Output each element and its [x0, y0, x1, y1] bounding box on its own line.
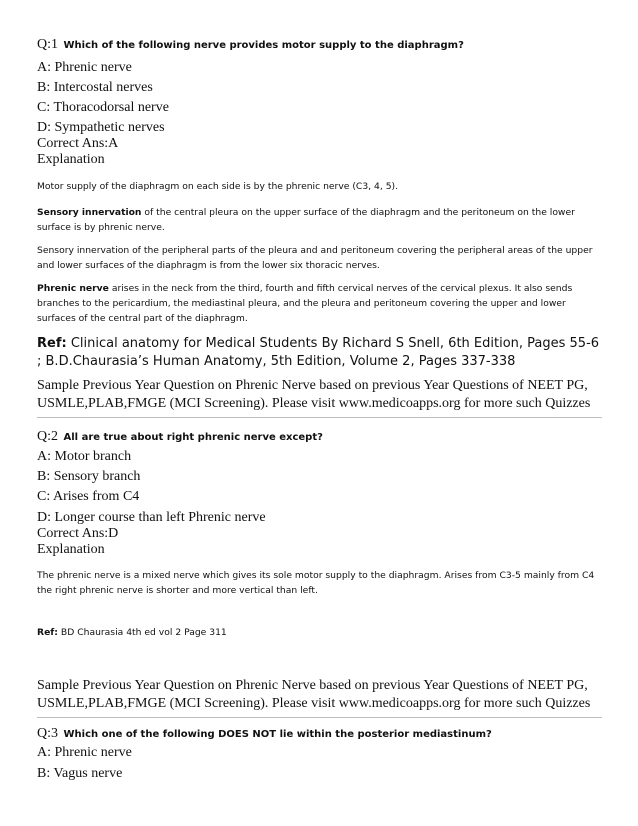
- option-b: B: Intercostal nerves: [37, 80, 153, 95]
- explanation-paragraph: [37, 281, 602, 326]
- option-d: D: Longer course than left Phrenic nerve: [37, 510, 266, 525]
- ref-text: Clinical anatomy for Medical Students By Richard S Snell, 6th Edition, Pages 55-6 ; B.D.Chaurasia’s Human Anatomy, 5th Edition, Volume 2, Pages 337-338: [37, 336, 600, 369]
- ref-text: BD Chaurasia 4th ed vol 2 Page 311: [57, 627, 227, 638]
- explanation-paragraph: [37, 205, 602, 235]
- option-a: A: Phrenic nerve: [37, 745, 132, 760]
- option-c: C: Thoracodorsal nerve: [37, 100, 169, 115]
- correct-answer: Correct Ans:D: [37, 526, 119, 541]
- paragraph-text: arises in the neck from the third, fourth and fifth cervical nerves of the cervical plexus. It also sends branches to the pericardium, the mediastinal pleura, and the pleura and peritoneum covering the upper and lower surfaces of the central part of the diaphragm.: [37, 283, 573, 324]
- option-d: D: Sympathetic nerves: [37, 120, 165, 135]
- question-text: All are true about right phrenic nerve except?: [63, 432, 323, 443]
- question-text: Which one of the following DOES NOT lie within the posterior mediastinum?: [63, 729, 492, 740]
- question-1: [37, 36, 602, 55]
- question-number: Q:3: [37, 726, 58, 741]
- sample-note: Sample Previous Year Question on Phrenic Nerve based on previous Year Questions of NEET PG, USMLE,PLAB,FMGE (MCI Screening). Please visit www.medicoapps.org for more such Quizzes: [37, 678, 591, 711]
- explanation-heading: Explanation: [37, 542, 105, 557]
- sample-note: Sample Previous Year Question on Phrenic Nerve based on previous Year Questions of NEET PG, USMLE,PLAB,FMGE (MCI Screening). Please visit www.medicoapps.org for more such Quizzes: [37, 378, 591, 411]
- bold-term: Phrenic nerve: [37, 283, 109, 294]
- paragraph-text: of the central pleura on the upper surface of the diaphragm and the peritoneum on the lower surface is by phrenic nerve.: [37, 207, 575, 233]
- reference: [37, 335, 602, 371]
- explanation-paragraph: Motor supply of the diaphragm on each side is by the phrenic nerve (C3, 4, 5).: [37, 181, 399, 192]
- reference: [37, 625, 602, 640]
- explanation-paragraph: The phrenic nerve is a mixed nerve which gives its sole motor supply to the diaphragm. Arises from C3-5 mainly from C4 the right phrenic nerve is shorter and more vertical than left.: [37, 570, 595, 596]
- option-a: A: Motor branch: [37, 449, 132, 464]
- option-b: B: Vagus nerve: [37, 766, 123, 781]
- question-text: Which of the following nerve provides motor supply to the diaphragm?: [63, 40, 464, 51]
- question-3: [37, 725, 602, 744]
- bold-term: Sensory innervation: [37, 207, 142, 218]
- option-c: C: Arises from C4: [37, 489, 140, 504]
- option-b: B: Sensory branch: [37, 469, 141, 484]
- explanation-paragraph: Sensory innervation of the peripheral parts of the pleura and and peritoneum covering the peripheral areas of the upper and lower surfaces of the diaphragm is from the lower six thoracic nerves.: [37, 245, 593, 271]
- option-a: A: Phrenic nerve: [37, 60, 132, 75]
- correct-answer: Correct Ans:A: [37, 136, 119, 151]
- divider: [37, 417, 602, 418]
- divider: [37, 717, 602, 718]
- question-2: [37, 428, 602, 447]
- ref-label: Ref:: [37, 627, 58, 638]
- explanation-heading: Explanation: [37, 152, 105, 167]
- question-number: Q:1: [37, 37, 58, 52]
- ref-label: Ref:: [37, 336, 67, 351]
- question-number: Q:2: [37, 429, 58, 444]
